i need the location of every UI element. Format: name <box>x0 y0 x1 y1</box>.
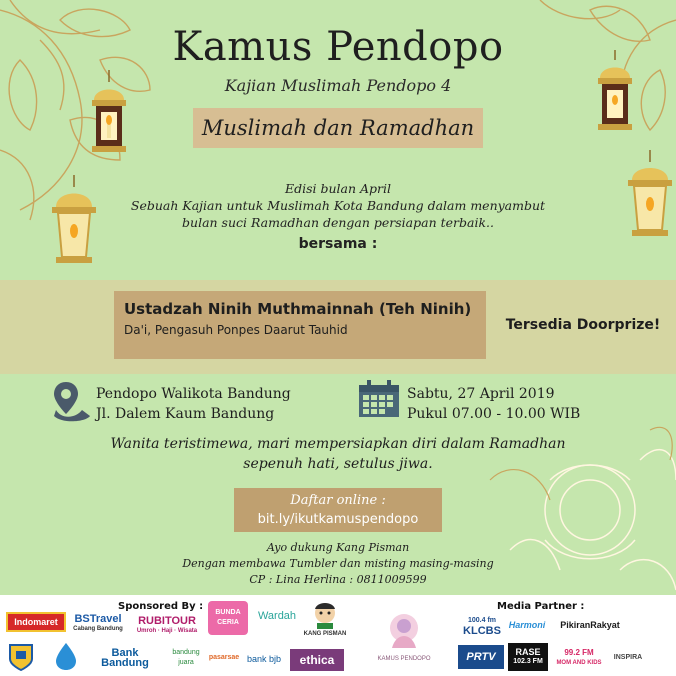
bandung-crest-icon <box>8 643 34 671</box>
bank-bjb-logo: bank bjb <box>246 654 282 664</box>
wardah-logo: Wardah <box>257 610 297 622</box>
rubitour-logo <box>128 613 206 639</box>
kamus-pendopo-logo <box>376 603 432 671</box>
registration-link[interactable]: bit.ly/ikutkamuspendopo <box>257 512 419 527</box>
bst-logo <box>70 611 126 637</box>
kang-pisman-mascot-icon <box>311 601 339 629</box>
location-address <box>96 384 291 424</box>
kang-pisman-logo <box>303 598 347 642</box>
bunda-ceria-logo: BUNDA CERIA <box>208 601 248 635</box>
event-time: Pukul 07.00 - 10.00 WIB <box>407 406 581 422</box>
rubitour-logo-text: RUBITOUR <box>138 615 196 627</box>
kang-pisman-text: KANG PISMAN <box>303 631 347 637</box>
calendar-icon <box>358 380 400 418</box>
schedule <box>407 384 580 424</box>
speaker-name: Ustadzah Ninih Muthmainnah (Teh Ninih) <box>124 300 472 318</box>
speaker-role: Da'i, Pengasuh Ponpes Daarut Tauhid <box>124 323 348 337</box>
invitation-line-2: sepenuh hati, setulus jiwa. <box>243 456 433 472</box>
water-drop-icon <box>54 641 78 671</box>
event-date: Sabtu, 27 April 2019 <box>407 386 555 402</box>
kamus-pendopo-text: KAMUS PENDOPO <box>377 656 431 662</box>
support-line-2: Dengan membawa Tumbler dan misting masing-masing <box>182 557 494 570</box>
registration-box <box>234 488 442 532</box>
location-line-2: Jl. Dalem Kaum Bandung <box>96 406 275 422</box>
event-subtitle: Kajian Muslimah Pendopo 4 <box>224 76 452 95</box>
registration-label: Daftar online : <box>290 493 386 508</box>
klcbs-logo <box>460 613 504 639</box>
map-pin-icon <box>52 380 92 424</box>
rase-logo <box>508 643 548 671</box>
bandung-juara-logo: bandung juara <box>172 649 200 666</box>
support-text <box>0 540 676 572</box>
indomaret-logo: Indomaret <box>6 612 66 632</box>
invitation-text <box>0 434 676 474</box>
pikiran-rakyat-logo: PikiranRakyat <box>560 620 620 630</box>
invitation-line-1: Wanita teristimewa, mari mempersiapkan diri dalam Ramadhan <box>110 436 566 452</box>
sponsor-footer <box>0 595 676 676</box>
rase-name: RASE <box>515 647 541 657</box>
mom-and-kids-logo <box>554 645 604 671</box>
contact-person: CP : Lina Herlina : 0811009599 <box>249 573 427 586</box>
location-line-1: Pendopo Walikota Bandung <box>96 386 291 402</box>
doorprize-text: Tersedia Doorprize! <box>505 317 661 333</box>
prtv-logo: PRTV <box>458 645 504 669</box>
bank-bandung-logo: Bank Bandung <box>101 647 149 669</box>
media-partner-label: Media Partner : <box>497 601 585 612</box>
klcbs-name: KLCBS <box>463 625 501 637</box>
kamus-pendopo-emblem-icon <box>384 610 424 654</box>
support-line-1: Ayo dukung Kang Pisman <box>266 541 410 554</box>
rase-frequency: 102.3 FM <box>513 658 543 665</box>
with-label: bersama : <box>298 236 378 252</box>
mom-frequency: 99.2 FM <box>564 648 594 657</box>
intro-line-1: Sebuah Kajian untuk Muslimah Kota Bandung dalam menyambut <box>130 198 546 213</box>
mom-name: MOM AND KIDS <box>556 660 602 666</box>
intro-line-2: bulan suci Ramadhan dengan persiapan terbaik.. <box>182 215 494 230</box>
sponsored-label: Sponsored By : <box>118 601 204 612</box>
inspira-logo: INSPIRA <box>613 654 643 661</box>
bst-logo-sub: Cabang Bandung <box>73 626 123 632</box>
event-theme: Muslimah dan Ramadhan <box>193 108 483 148</box>
bst-logo-text: BSTravel <box>74 613 122 625</box>
harmoni-logo: Harmoni <box>508 620 546 630</box>
event-title: Kamus Pendopo <box>172 24 504 70</box>
pasarsae-logo: pasarsae <box>208 654 240 661</box>
rubitour-logo-sub: Umroh · Haji · Wisata <box>136 628 198 634</box>
edition-text: Edisi bulan April <box>284 181 392 196</box>
ethica-logo: ethica <box>290 649 344 671</box>
klcbs-frequency: 100.4 fm <box>467 617 497 624</box>
